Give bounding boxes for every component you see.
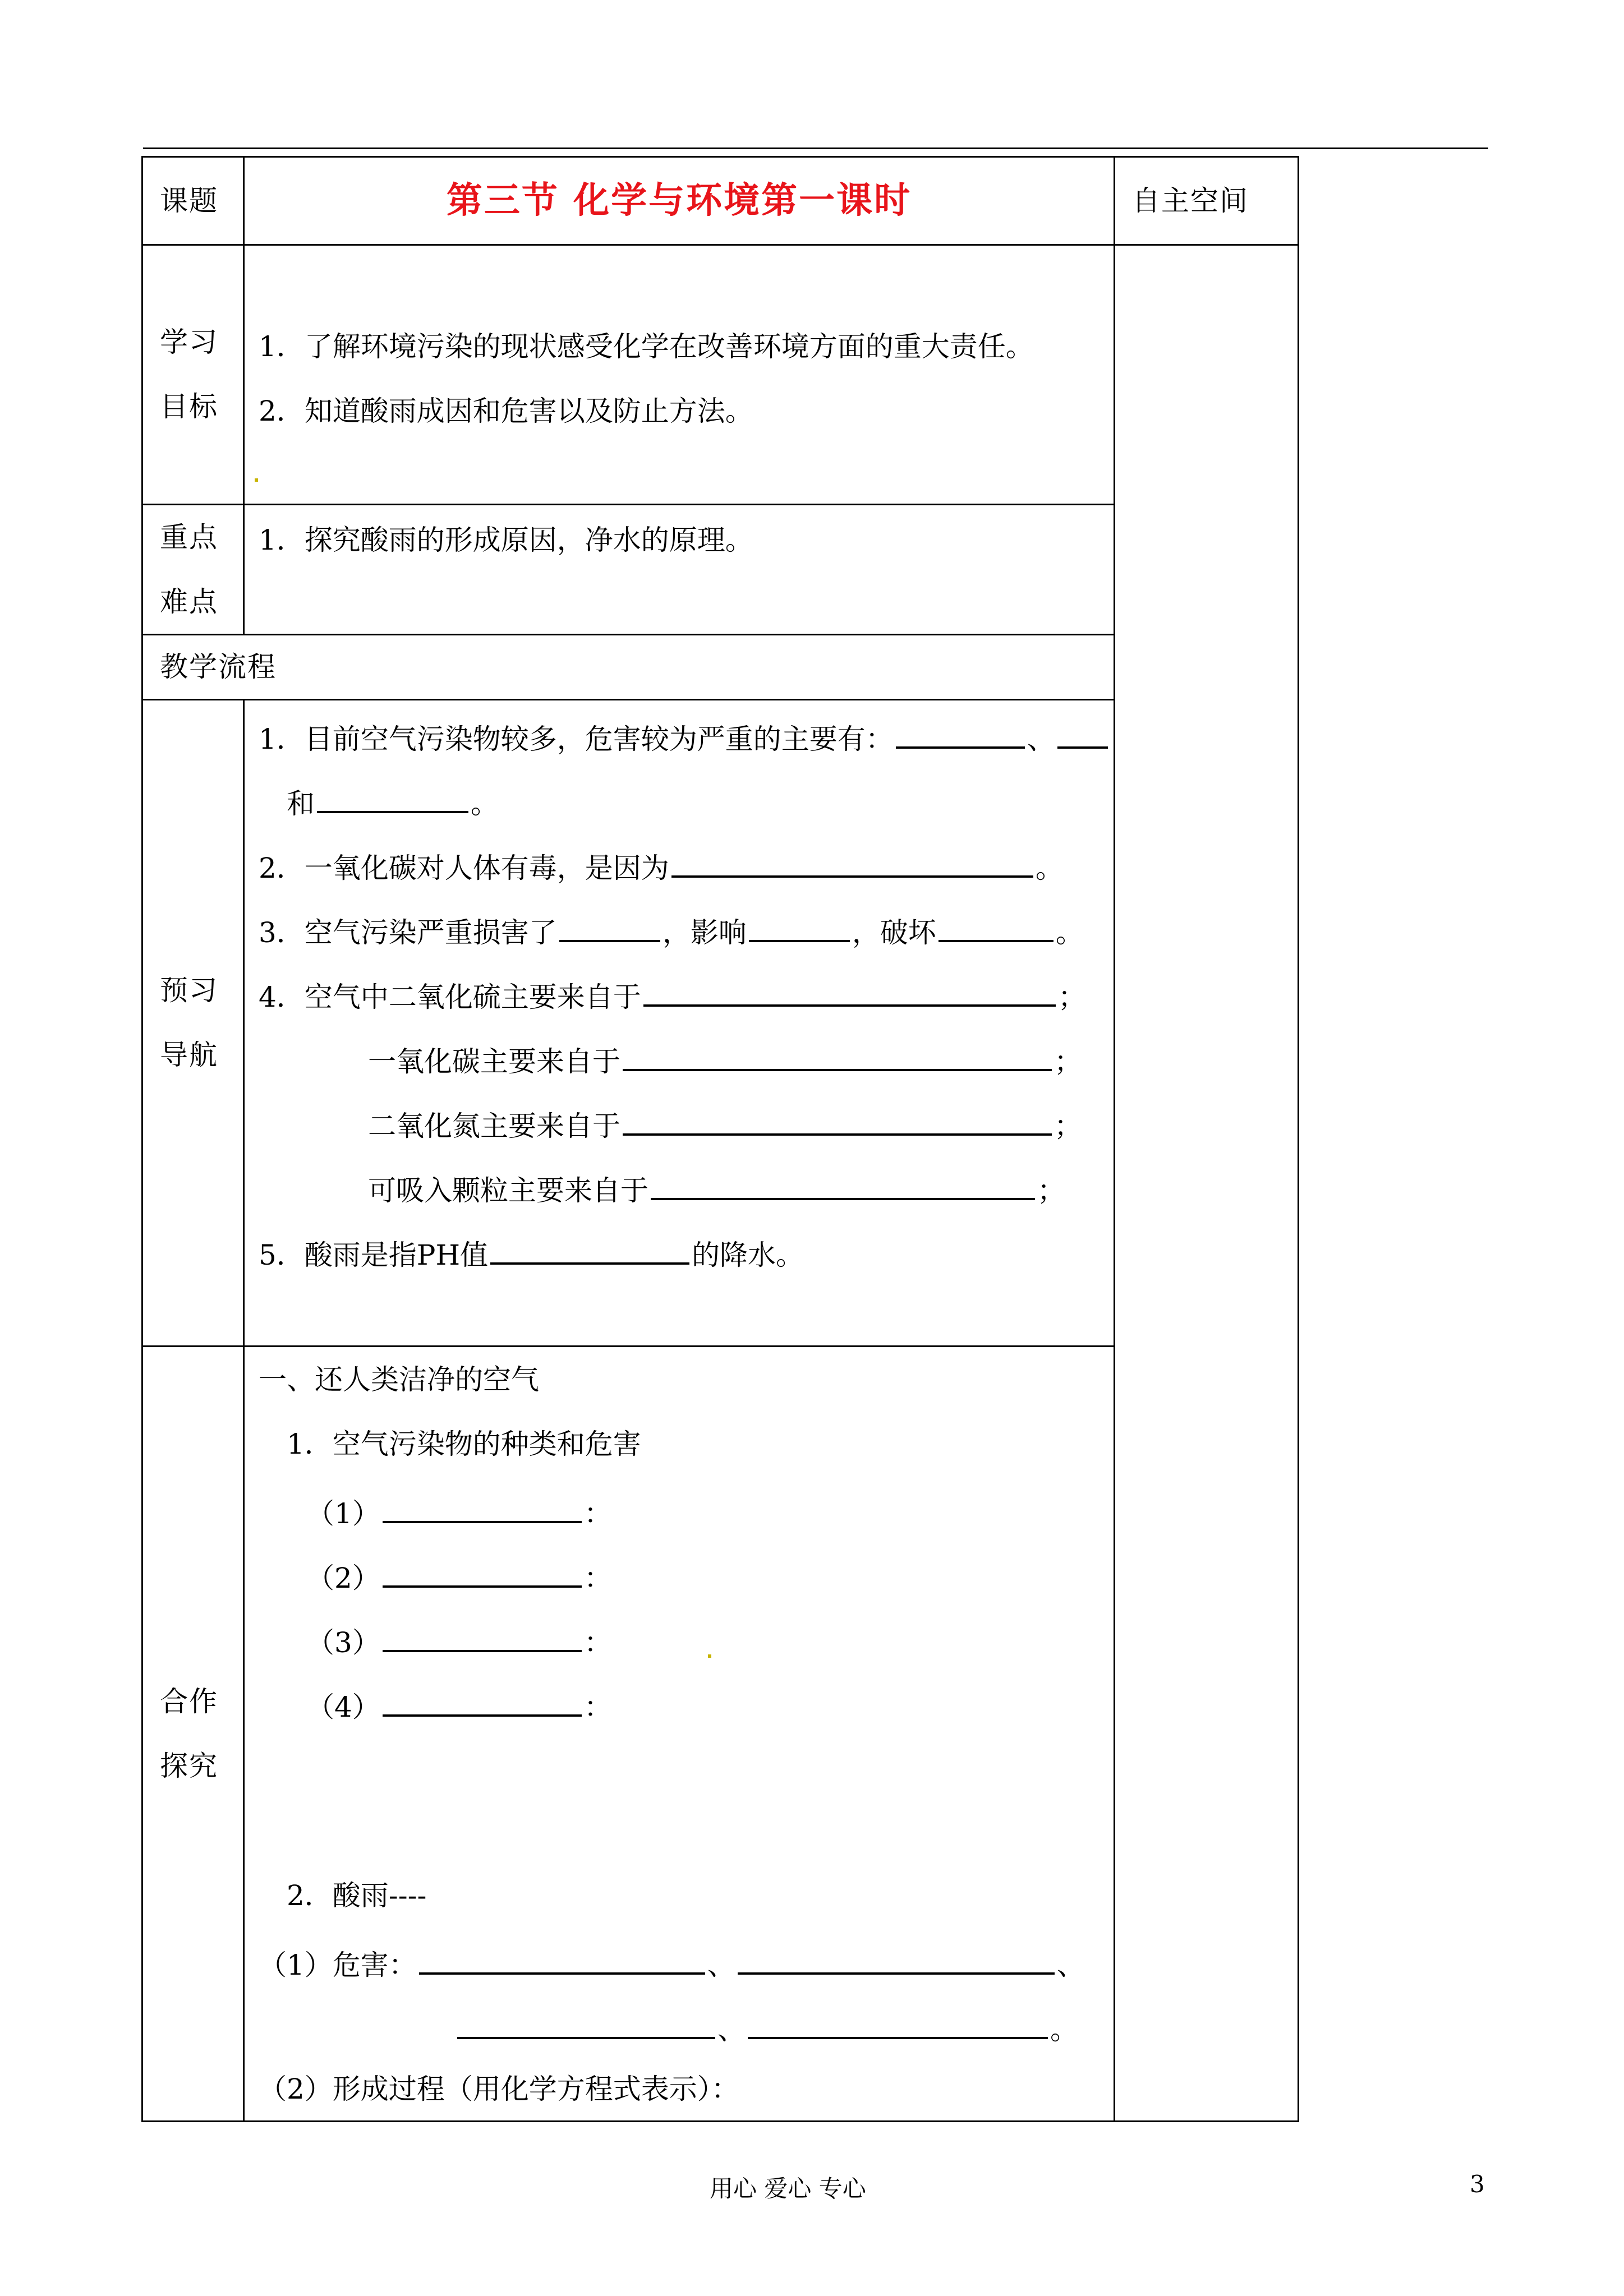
preview-q5: 5．酸雨是指PH值 的降水。: [259, 1233, 804, 1272]
preview-label-line2: 导航: [160, 1039, 218, 1071]
pollutant-item-2: （2） ：: [306, 1556, 612, 1595]
preview-label-cell: [142, 700, 244, 1347]
blank[interactable]: [623, 1040, 1052, 1071]
pollutant-item-4: （4） ：: [306, 1685, 612, 1724]
blank[interactable]: [383, 1621, 582, 1652]
stray-mark: [708, 1654, 711, 1658]
acid-rain-harm-line1: （1）危害： 、 、: [259, 1943, 1085, 1982]
keypoints-label-cell: [142, 505, 244, 635]
goals-label-cell: [142, 245, 244, 505]
blank[interactable]: [383, 1556, 582, 1588]
self-space-cell: [1115, 245, 1299, 2122]
blank[interactable]: [383, 1685, 582, 1717]
blank[interactable]: [1057, 717, 1108, 749]
sub-acid-rain: 2．酸雨----: [287, 1879, 427, 1912]
blank[interactable]: [383, 1492, 582, 1523]
preview-q4-so2: 4．空气中二氧化硫主要来自于 ；: [259, 975, 1086, 1014]
keypoints-label-line2: 难点: [160, 585, 218, 618]
blank[interactable]: [651, 1169, 1035, 1200]
goals-label-line1: 学习: [160, 326, 218, 358]
page-number: 3: [1470, 2170, 1485, 2198]
sub-pollutant-types: 1．空气污染物的种类和危害: [287, 1428, 641, 1460]
self-space-header-cell: [1115, 157, 1299, 245]
blank[interactable]: [896, 717, 1025, 749]
blank[interactable]: [457, 2008, 715, 2039]
keypoints-label-line1: 重点: [160, 520, 218, 554]
pollutant-item-1: （1） ：: [306, 1492, 612, 1530]
lesson-title: 第三节 化学与环境第一课时: [446, 180, 912, 222]
goals-label-line2: 目标: [160, 390, 218, 423]
blank[interactable]: [671, 846, 1033, 878]
cooperate-label-cell: [142, 1347, 244, 2122]
title-cell: [244, 157, 1115, 245]
preview-label-line1: 预习: [160, 974, 218, 1007]
blank[interactable]: [490, 1233, 689, 1265]
blank[interactable]: [738, 1943, 1055, 1975]
lesson-plan-table: [141, 156, 1299, 2122]
keypoints-text: 1．探究酸雨的形成原因，净水的原理。: [259, 524, 753, 556]
pollutant-item-3: （3） ：: [306, 1621, 612, 1659]
blank[interactable]: [938, 911, 1053, 942]
self-space-label: 自主空间: [1132, 184, 1249, 217]
cooperate-label-line1: 合作: [160, 1685, 218, 1718]
stray-mark: [255, 478, 258, 482]
cooperate-label-line2: 探究: [160, 1749, 218, 1782]
preview-q2: 2．一氧化碳对人体有毒，是因为 。: [259, 846, 1064, 885]
goals-content-cell: [244, 245, 1115, 505]
acid-rain-process: （2）形成过程（用化学方程式表示）：: [259, 2073, 739, 2105]
footer-motto: 用心 爱心 专心: [710, 2175, 866, 2202]
blank[interactable]: [559, 911, 660, 942]
preview-q4-pm: 可吸入颗粒主要来自于 ；: [368, 1169, 1065, 1207]
flow-row: [142, 635, 1115, 700]
blank[interactable]: [419, 1943, 705, 1975]
goal-item-2: 2．知道酸雨成因和危害以及防止方法。: [259, 395, 753, 427]
preview-q1-line2: 和 。: [287, 782, 499, 820]
blank[interactable]: [749, 911, 850, 942]
cooperate-content-cell: [244, 1347, 1115, 2122]
section-clean-air: 一、还人类洁净的空气: [259, 1363, 539, 1396]
keypoints-content-cell: [244, 505, 1115, 635]
blank[interactable]: [748, 2008, 1048, 2039]
topic-label: 课题: [160, 184, 218, 217]
goal-item-1: 1．了解环境污染的现状感受化学在改善环境方面的重大责任。: [259, 330, 1034, 363]
blank[interactable]: [317, 782, 468, 813]
blank[interactable]: [643, 975, 1056, 1007]
preview-q3: 3．空气污染严重损害了 ，影响 ，破坏 。: [259, 911, 1084, 949]
header-rule: [143, 147, 1488, 149]
flow-label: 教学流程: [160, 651, 277, 683]
preview-q4-co: 一氧化碳主要来自于 ；: [368, 1040, 1082, 1078]
preview-content-cell: [244, 700, 1115, 1347]
acid-rain-harm-line2: 、 。: [455, 2008, 1078, 2046]
blank[interactable]: [623, 1104, 1052, 1136]
preview-q4-no2: 二氧化氮主要来自于 ；: [368, 1104, 1082, 1143]
topic-label-cell: [142, 157, 244, 245]
preview-q1-line1: 1．目前空气污染物较多，危害较为严重的主要有： 、: [259, 717, 1108, 756]
